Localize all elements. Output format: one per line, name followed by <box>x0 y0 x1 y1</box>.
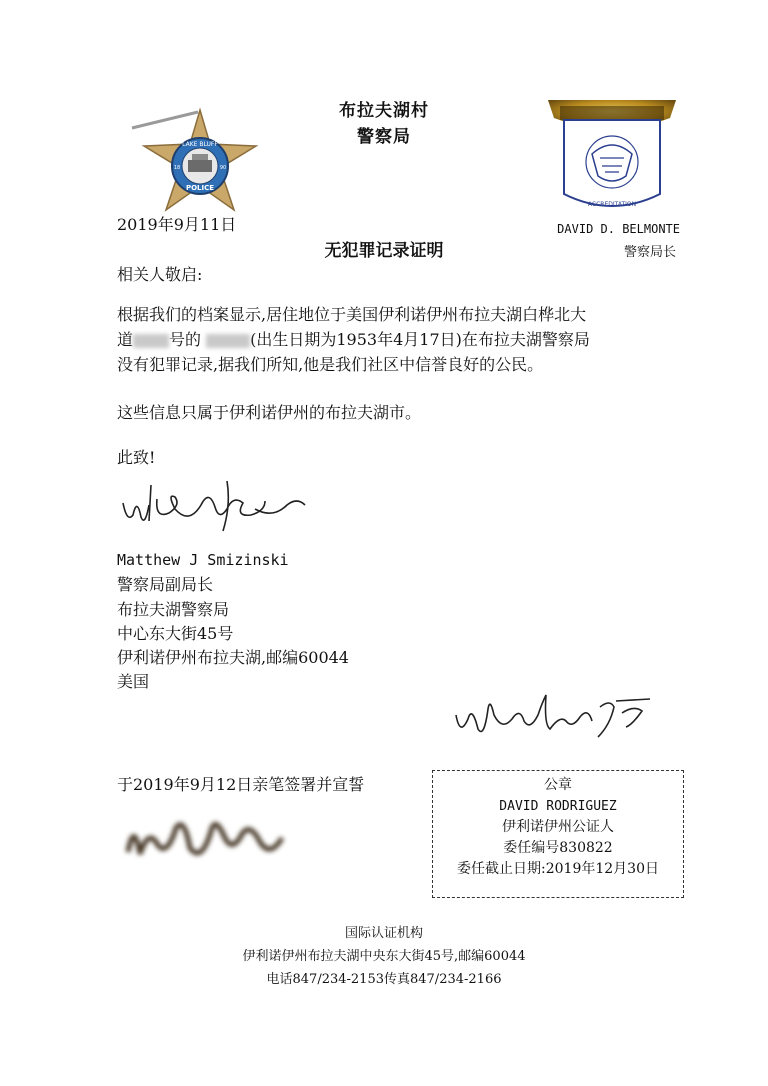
oath-statement: 于2019年9月12日亲笔签署并宣誓 <box>117 775 365 794</box>
notary-seal-box <box>432 770 684 898</box>
paper-clip-shadow <box>130 108 200 130</box>
seal-label: 公章 <box>544 777 572 793</box>
signer-city: 伊利诺伊州布拉夫湖,邮编60044 <box>117 648 349 667</box>
accreditation-ring-text: ACCREDITATION <box>587 201 637 208</box>
signer-street: 中心东大街45号 <box>117 624 234 643</box>
badge-top-text: LAKE BLUFF <box>182 141 218 148</box>
village-name: 布拉夫湖村 <box>339 101 429 121</box>
signer-name: Matthew J Smizinski <box>117 551 289 569</box>
sworn-signature-redacted <box>120 808 290 870</box>
badge-bottom-text: POLICE <box>185 184 215 192</box>
notary-title: 伊利诺伊州公证人 <box>502 819 614 835</box>
signer-title: 警察局副局长 <box>117 575 214 594</box>
para1-line2-part-c: (出生日期为1953年4月17日)在布拉夫湖警察局 <box>250 330 590 349</box>
closing: 此致! <box>117 448 156 467</box>
signer-country: 美国 <box>117 672 150 691</box>
footer-organization: 国际认证机构 <box>344 926 423 941</box>
paragraph-1-line-1: 根据我们的档案显示,居住地位于美国伊利诺伊州布拉夫湖白桦北大 <box>117 305 587 324</box>
letter-date: 2019年9月11日 <box>117 215 237 234</box>
notary-commission: 委任编号830822 <box>503 840 613 856</box>
redacted-name <box>206 334 250 348</box>
badge-year-left: 18 <box>173 165 181 171</box>
chief-title: 警察局长 <box>623 245 676 260</box>
department-name: 警察局 <box>357 127 411 147</box>
redacted-house-number <box>133 334 169 348</box>
chief-name: DAVID D. BELMONTE <box>557 222 680 236</box>
paragraph-2: 这些信息只属于伊利诺伊州的布拉夫湖市。 <box>117 403 422 422</box>
accreditation-seal <box>542 96 682 220</box>
para1-line2-part-a: 道 <box>117 330 134 349</box>
deputy-chief-signature <box>115 475 315 537</box>
footer-address: 伊利诺伊州布拉夫湖中央东大街45号,邮编60044 <box>242 949 526 964</box>
notary-expiry: 委任截止日期:2019年12月30日 <box>457 861 659 877</box>
letter-title: 无犯罪记录证明 <box>324 241 444 261</box>
notary-signature <box>450 685 660 747</box>
salutation: 相关人敬启: <box>117 265 203 284</box>
signer-department: 布拉夫湖警察局 <box>117 600 230 619</box>
paragraph-1-line-3: 没有犯罪记录,据我们所知,他是我们社区中信誉良好的公民。 <box>117 355 544 374</box>
para1-line2-part-b: 号的 <box>169 330 202 349</box>
badge-year-right: 90 <box>219 165 227 171</box>
paragraph-1-line-2 <box>117 327 590 352</box>
footer-contact: 电话847/234-2153传真847/234-2166 <box>266 972 502 987</box>
notary-name: DAVID RODRIGUEZ <box>499 799 617 814</box>
